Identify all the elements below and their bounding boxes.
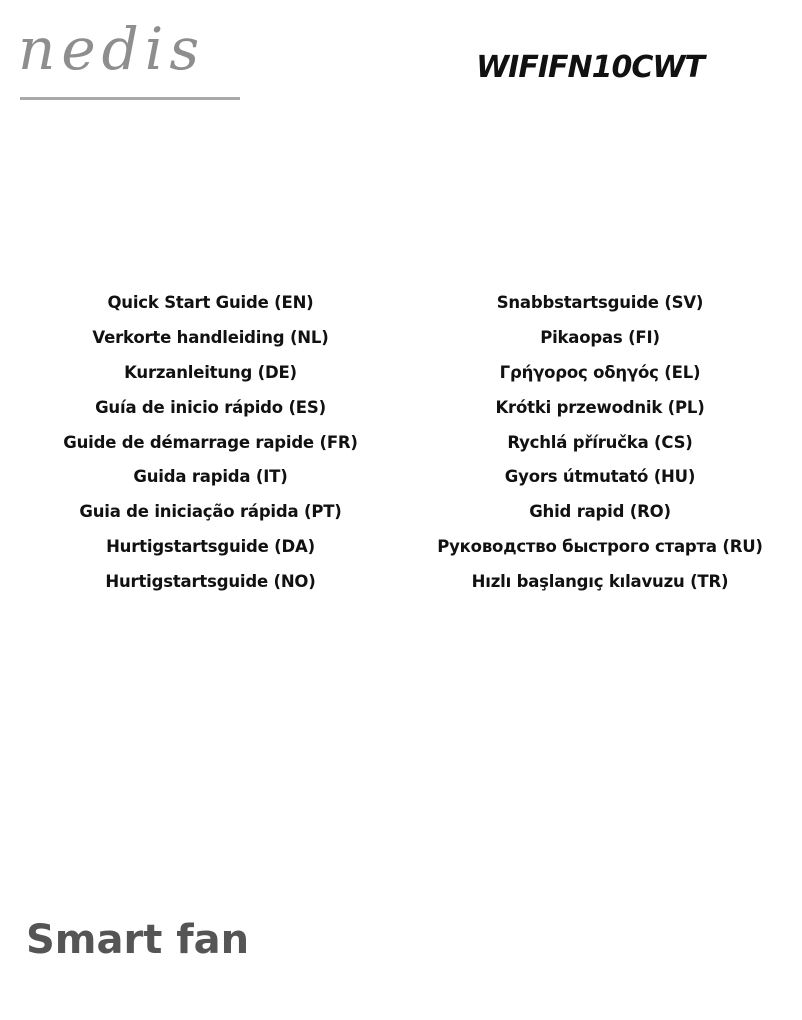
language-item: Snabbstartsguide (SV): [496, 293, 704, 312]
brand-logo-text: nedis: [18, 15, 206, 83]
language-item: Guida rapida (IT): [133, 467, 288, 487]
language-item: Guía de inicio rápido (ES): [95, 397, 326, 417]
language-item: Γρήγορος οδηγός (EL): [499, 362, 701, 382]
language-item: Hurtigstartsguide (NO): [105, 572, 316, 592]
language-item: Verkorte handleiding (NL): [92, 327, 329, 347]
language-item: Guide de démarrage rapide (FR): [63, 432, 358, 452]
brand-logo: [18, 15, 242, 104]
language-item: Rychlá příručka (CS): [507, 432, 693, 452]
language-guide-list: [0, 288, 802, 602]
language-item: Krótki przewodnik (PL): [495, 397, 705, 417]
language-column-left: [0, 288, 421, 602]
model-number: WIFIFN10CWT: [476, 50, 704, 85]
language-item: Hızlı başlangıç kılavuzu (TR): [471, 572, 729, 592]
language-item: Kurzanleitung (DE): [124, 362, 297, 382]
language-item: Quick Start Guide (EN): [107, 293, 314, 312]
language-item: Guia de iniciação rápida (PT): [79, 502, 342, 522]
language-item: Руководство быстрого старта (RU): [437, 537, 763, 557]
language-column-right: [421, 288, 779, 602]
brand-logo-underline: [20, 97, 240, 100]
language-item: Hurtigstartsguide (DA): [106, 537, 315, 557]
language-item: Gyors útmutató (HU): [504, 467, 696, 487]
product-name: Smart fan: [26, 917, 250, 963]
language-item: Ghid rapid (RO): [529, 502, 671, 522]
language-item: Pikaopas (FI): [540, 327, 660, 347]
